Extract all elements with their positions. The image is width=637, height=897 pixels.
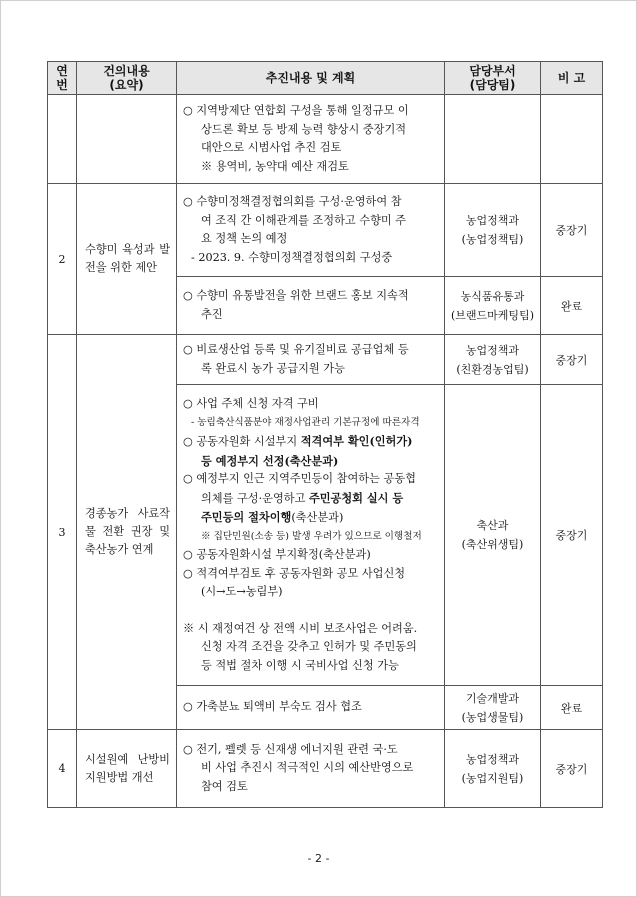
header-dept: 담당부서 (담당팀) xyxy=(445,62,541,95)
row-summary: 수향미 육성과 발전을 위한 제안 xyxy=(77,184,177,335)
row-note: 완료 xyxy=(541,277,603,335)
row-note: 완료 xyxy=(541,686,603,730)
row-dept: 농업정책과 (농업지원팀) xyxy=(445,730,541,808)
row-no: 2 xyxy=(48,184,77,335)
header-note: 비 고 xyxy=(541,62,603,95)
page-number: - 2 - xyxy=(307,852,330,865)
row-plan: ○ 수향미정책결정협의회를 구성·운영하여 참 여 조직 간 이해관계를 조정하고 수향미 주 요 정책 논의 예정 - 2023. 9. 수향미정책결정협의회 구성중 xyxy=(177,184,445,277)
row-dept xyxy=(445,95,541,184)
row-plan: ○ 수향미 유통발전을 위한 브랜드 홍보 지속적 추진 xyxy=(177,277,445,335)
table-row xyxy=(48,730,603,808)
row-note xyxy=(541,95,603,184)
row-note: 중장기 xyxy=(541,335,603,385)
header-no: 연 번 xyxy=(48,62,77,95)
row-plan: ○ 지역방제단 연합회 구성을 통해 일정규모 이 상드론 확보 등 방제 능력 향상시 중장기적 대안으로 시범사업 추진 검토 ※ 용역비, 농약대 예산 재검토 xyxy=(177,95,445,184)
row-no: 3 xyxy=(48,335,77,730)
row-dept: 축산과 (축산위생팀) xyxy=(445,385,541,686)
table-row xyxy=(48,335,603,385)
row-no: 4 xyxy=(48,730,77,808)
row-dept: 농식품유통과 (브랜드마케팅팀) xyxy=(445,277,541,335)
row-plan: ○ 사업 주체 신청 자격 구비 - 농림축산식품분야 재정사업관리 기본규정에 따른자격 ○ 공동자원화 시설부지 적격여부 확인(인허가) 등 예정부지 선정(축산분과) ○ 예정부지 인근 지역주민등이 참여하는 공동협 의체를 구성·운영하고 주민공청회 실시 등 주민등의 절차이행(축산분과) ※ 집단민원(소송 등) 발생 우려가 있으므로 이행철저 ○ 공동자원화시설 부지확정(축산분과) ○ 적격여부검토 후 공동자원화 공모 사업신청 (시→도→농림부) ※ 시 재정여건 상 전액 시비 보조사업은 어려움. 신청 자격 조건을 갖추고 인허가 및 주민동의 등 적법 절차 이행 시 국비사업 신청 가능 xyxy=(177,385,445,686)
row-dept: 농업정책과 (친환경농업팀) xyxy=(445,335,541,385)
row-dept: 기술개발과 (농업생물팀) xyxy=(445,686,541,730)
row-no xyxy=(48,95,77,184)
row-note: 중장기 xyxy=(541,730,603,808)
row-dept: 농업정책과 (농업정책팀) xyxy=(445,184,541,277)
table-row xyxy=(48,95,603,184)
row-plan: ○ 가축분뇨 퇴액비 부숙도 검사 협조 xyxy=(177,686,445,730)
row-plan: ○ 전기, 펠렛 등 신재생 에너지원 관련 국·도 비 사업 추진시 적극적인 시의 예산반영으로 참여 검토 xyxy=(177,730,445,808)
row-plan: ○ 비료생산업 등록 및 유기질비료 공급업체 등 록 완료시 농가 공급지원 가능 xyxy=(177,335,445,385)
row-note: 중장기 xyxy=(541,184,603,277)
row-summary: 시설원예 난방비 지원방법 개선 xyxy=(77,730,177,808)
table-row xyxy=(48,184,603,277)
table-header-row xyxy=(48,62,603,95)
proposal-table xyxy=(47,61,603,808)
header-plan: 추진내용 및 계획 xyxy=(177,62,445,95)
row-summary xyxy=(77,95,177,184)
header-summary: 건의내용 (요약) xyxy=(77,62,177,95)
row-note: 중장기 xyxy=(541,385,603,686)
row-summary: 경종농가 사료작물 전환 권장 및 축산농가 연계 xyxy=(77,335,177,730)
